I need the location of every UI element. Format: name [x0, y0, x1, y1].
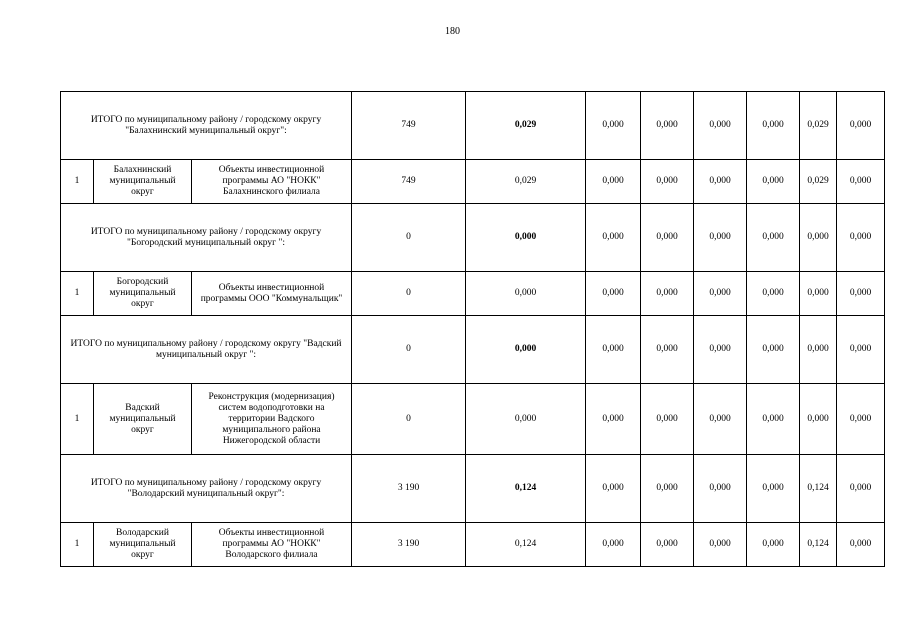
- investment-table: [60, 91, 885, 567]
- cell-c7: 0,000: [694, 455, 747, 523]
- cell-c9: 0,029: [800, 160, 837, 204]
- cell-c9: 0,000: [800, 272, 837, 316]
- cell-c3: 0: [352, 204, 466, 272]
- district-name: Вадский муниципальный округ: [94, 384, 192, 455]
- row-number: 1: [61, 272, 94, 316]
- cell-c5: 0,000: [586, 160, 641, 204]
- cell-c7: 0,000: [694, 204, 747, 272]
- cell-c5: 0,000: [586, 204, 641, 272]
- cell-c3: 3 190: [352, 523, 466, 567]
- cell-c5: 0,000: [586, 92, 641, 160]
- district-name: Володарский муниципальный округ: [94, 523, 192, 567]
- cell-c10: 0,000: [837, 204, 885, 272]
- total-label: ИТОГО по муниципальному району / городскому округу "Богородский муниципальный округ ":: [61, 204, 352, 272]
- cell-c4: 0,000: [466, 384, 586, 455]
- table-row: [61, 272, 885, 316]
- cell-c8: 0,000: [747, 316, 800, 384]
- cell-c5: 0,000: [586, 316, 641, 384]
- cell-c4: 0,000: [466, 204, 586, 272]
- cell-c6: 0,000: [641, 272, 694, 316]
- total-label: ИТОГО по муниципальному району / городскому округу "Балахнинский муниципальный округ":: [61, 92, 352, 160]
- cell-c9: 0,029: [800, 92, 837, 160]
- cell-c6: 0,000: [641, 455, 694, 523]
- cell-c8: 0,000: [747, 272, 800, 316]
- total-label: ИТОГО по муниципальному району / городскому округу "Вадский муниципальный округ ":: [61, 316, 352, 384]
- cell-c10: 0,000: [837, 316, 885, 384]
- object-name: Объекты инвестиционной программы АО "НОКК" Володарского филиала: [192, 523, 352, 567]
- cell-c6: 0,000: [641, 316, 694, 384]
- object-name: Объекты инвестиционной программы ООО "Коммунальщик": [192, 272, 352, 316]
- cell-c7: 0,000: [694, 272, 747, 316]
- cell-c6: 0,000: [641, 92, 694, 160]
- district-name: Богородский муниципальный округ: [94, 272, 192, 316]
- row-number: 1: [61, 523, 94, 567]
- total-row: [61, 92, 885, 160]
- cell-c6: 0,000: [641, 204, 694, 272]
- cell-c9: 0,124: [800, 455, 837, 523]
- cell-c7: 0,000: [694, 384, 747, 455]
- cell-c7: 0,000: [694, 316, 747, 384]
- cell-c5: 0,000: [586, 523, 641, 567]
- cell-c9: 0,124: [800, 523, 837, 567]
- table-row: [61, 160, 885, 204]
- cell-c4: 0,000: [466, 272, 586, 316]
- cell-c10: 0,000: [837, 455, 885, 523]
- cell-c9: 0,000: [800, 204, 837, 272]
- cell-c5: 0,000: [586, 384, 641, 455]
- cell-c4: 0,029: [466, 160, 586, 204]
- cell-c4: 0,000: [466, 316, 586, 384]
- cell-c7: 0,000: [694, 523, 747, 567]
- row-number: 1: [61, 160, 94, 204]
- cell-c8: 0,000: [747, 92, 800, 160]
- table-row: [61, 384, 885, 455]
- cell-c3: 0: [352, 316, 466, 384]
- cell-c10: 0,000: [837, 160, 885, 204]
- cell-c6: 0,000: [641, 523, 694, 567]
- cell-c3: 3 190: [352, 455, 466, 523]
- row-number: 1: [61, 384, 94, 455]
- cell-c8: 0,000: [747, 204, 800, 272]
- cell-c10: 0,000: [837, 272, 885, 316]
- cell-c6: 0,000: [641, 384, 694, 455]
- cell-c8: 0,000: [747, 455, 800, 523]
- cell-c3: 0: [352, 272, 466, 316]
- cell-c9: 0,000: [800, 316, 837, 384]
- cell-c7: 0,000: [694, 92, 747, 160]
- cell-c3: 749: [352, 92, 466, 160]
- district-name: Балахнинский муниципальный округ: [94, 160, 192, 204]
- object-name: Реконструкция (модернизация) систем водоподготовки на территории Вадского муниципального района Нижегородской области: [192, 384, 352, 455]
- cell-c5: 0,000: [586, 272, 641, 316]
- cell-c4: 0,029: [466, 92, 586, 160]
- table-row: [61, 523, 885, 567]
- total-row: [61, 204, 885, 272]
- cell-c8: 0,000: [747, 160, 800, 204]
- cell-c6: 0,000: [641, 160, 694, 204]
- cell-c5: 0,000: [586, 455, 641, 523]
- total-row: [61, 455, 885, 523]
- cell-c8: 0,000: [747, 384, 800, 455]
- cell-c10: 0,000: [837, 92, 885, 160]
- cell-c4: 0,124: [466, 455, 586, 523]
- cell-c9: 0,000: [800, 384, 837, 455]
- total-row: [61, 316, 885, 384]
- cell-c8: 0,000: [747, 523, 800, 567]
- cell-c3: 0: [352, 384, 466, 455]
- page-number: 180: [445, 26, 460, 37]
- cell-c7: 0,000: [694, 160, 747, 204]
- cell-c3: 749: [352, 160, 466, 204]
- cell-c10: 0,000: [837, 384, 885, 455]
- object-name: Объекты инвестиционной программы АО "НОКК" Балахнинского филиала: [192, 160, 352, 204]
- total-label: ИТОГО по муниципальному району / городскому округу "Володарский муниципальный округ":: [61, 455, 352, 523]
- cell-c10: 0,000: [837, 523, 885, 567]
- cell-c4: 0,124: [466, 523, 586, 567]
